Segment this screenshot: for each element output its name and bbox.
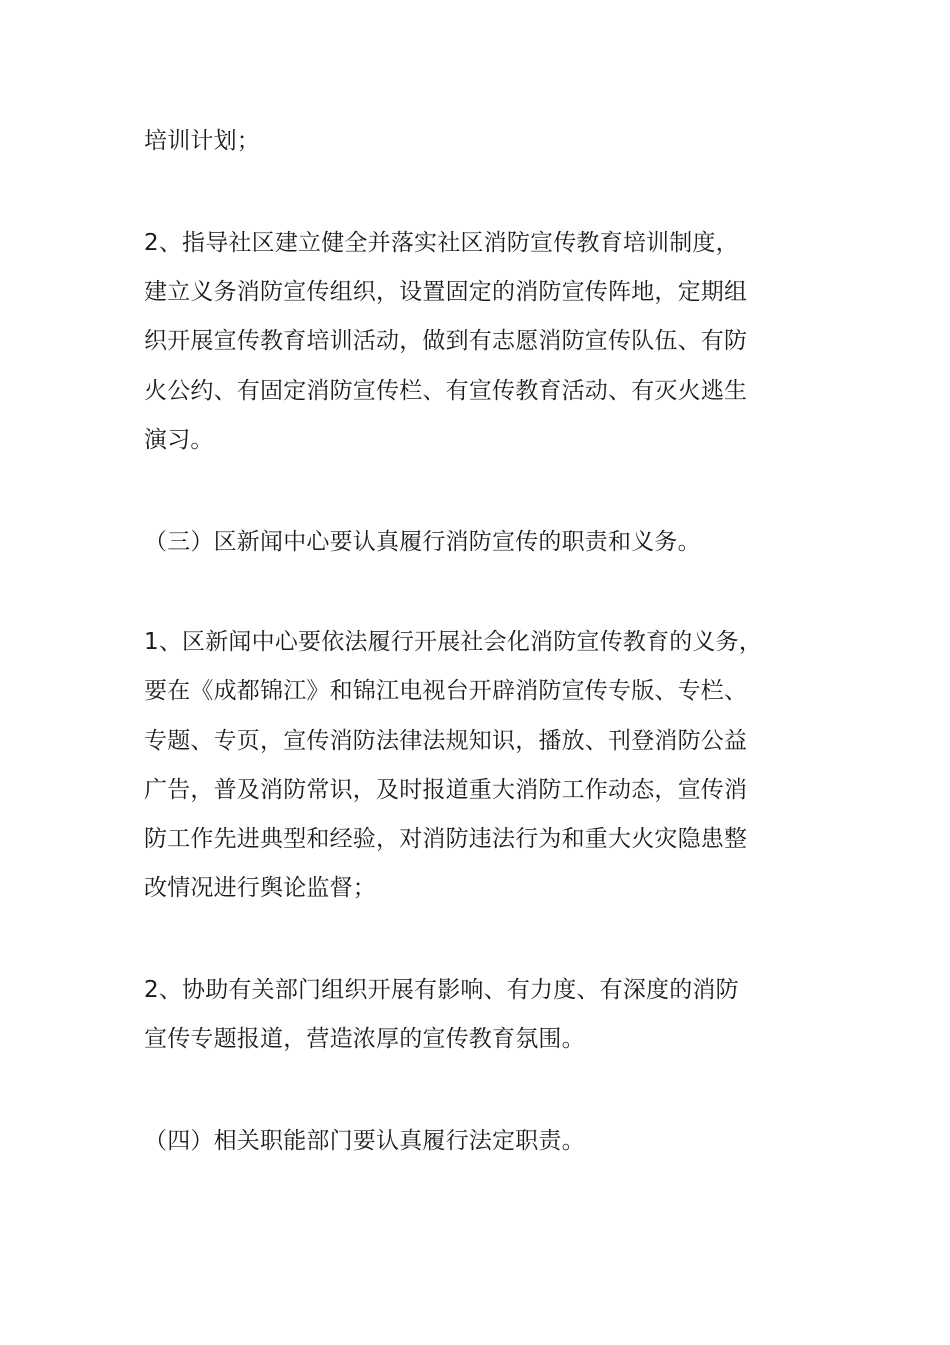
text-line: 建立义务消防宣传组织，设置固定的消防宣传阵地，定期组 (144, 279, 748, 305)
text-line: 演习。 (144, 427, 214, 453)
text-line: 2、协助有关部门组织开展有影响、有力度、有深度的消防 (144, 977, 739, 1003)
text-line: 专题、专页，宣传消防法律法规知识，播放、刊登消防公益 (144, 728, 748, 754)
text-line: 广告，普及消防常识，及时报道重大消防工作动态，宣传消 (144, 777, 748, 803)
text-line: 1、区新闻中心要依法履行开展社会化消防宣传教育的义务， (144, 629, 763, 655)
text-line: 织开展宣传教育培训活动，做到有志愿消防宣传队伍、有防 (144, 328, 748, 354)
text-line: 2、指导社区建立健全并落实社区消防宣传教育培训制度， (144, 230, 739, 256)
section-heading: （四）相关职能部门要认真履行法定职责。 (144, 1128, 585, 1154)
text-line: 宣传专题报道，营造浓厚的宣传教育氛围。 (144, 1026, 585, 1052)
text-line: 要在《成都锦江》和锦江电视台开辟消防宣传专版、专栏、 (144, 678, 748, 704)
text-line: 火公约、有固定消防宣传栏、有宣传教育活动、有灭火逃生 (144, 378, 748, 404)
text-line: 防工作先进典型和经验，对消防违法行为和重大火灾隐患整 (144, 826, 748, 852)
text-line: 培训计划； (144, 128, 260, 154)
section-heading: （三）区新闻中心要认真履行消防宣传的职责和义务。 (144, 529, 701, 555)
text-line: 改情况进行舆论监督； (144, 875, 376, 901)
